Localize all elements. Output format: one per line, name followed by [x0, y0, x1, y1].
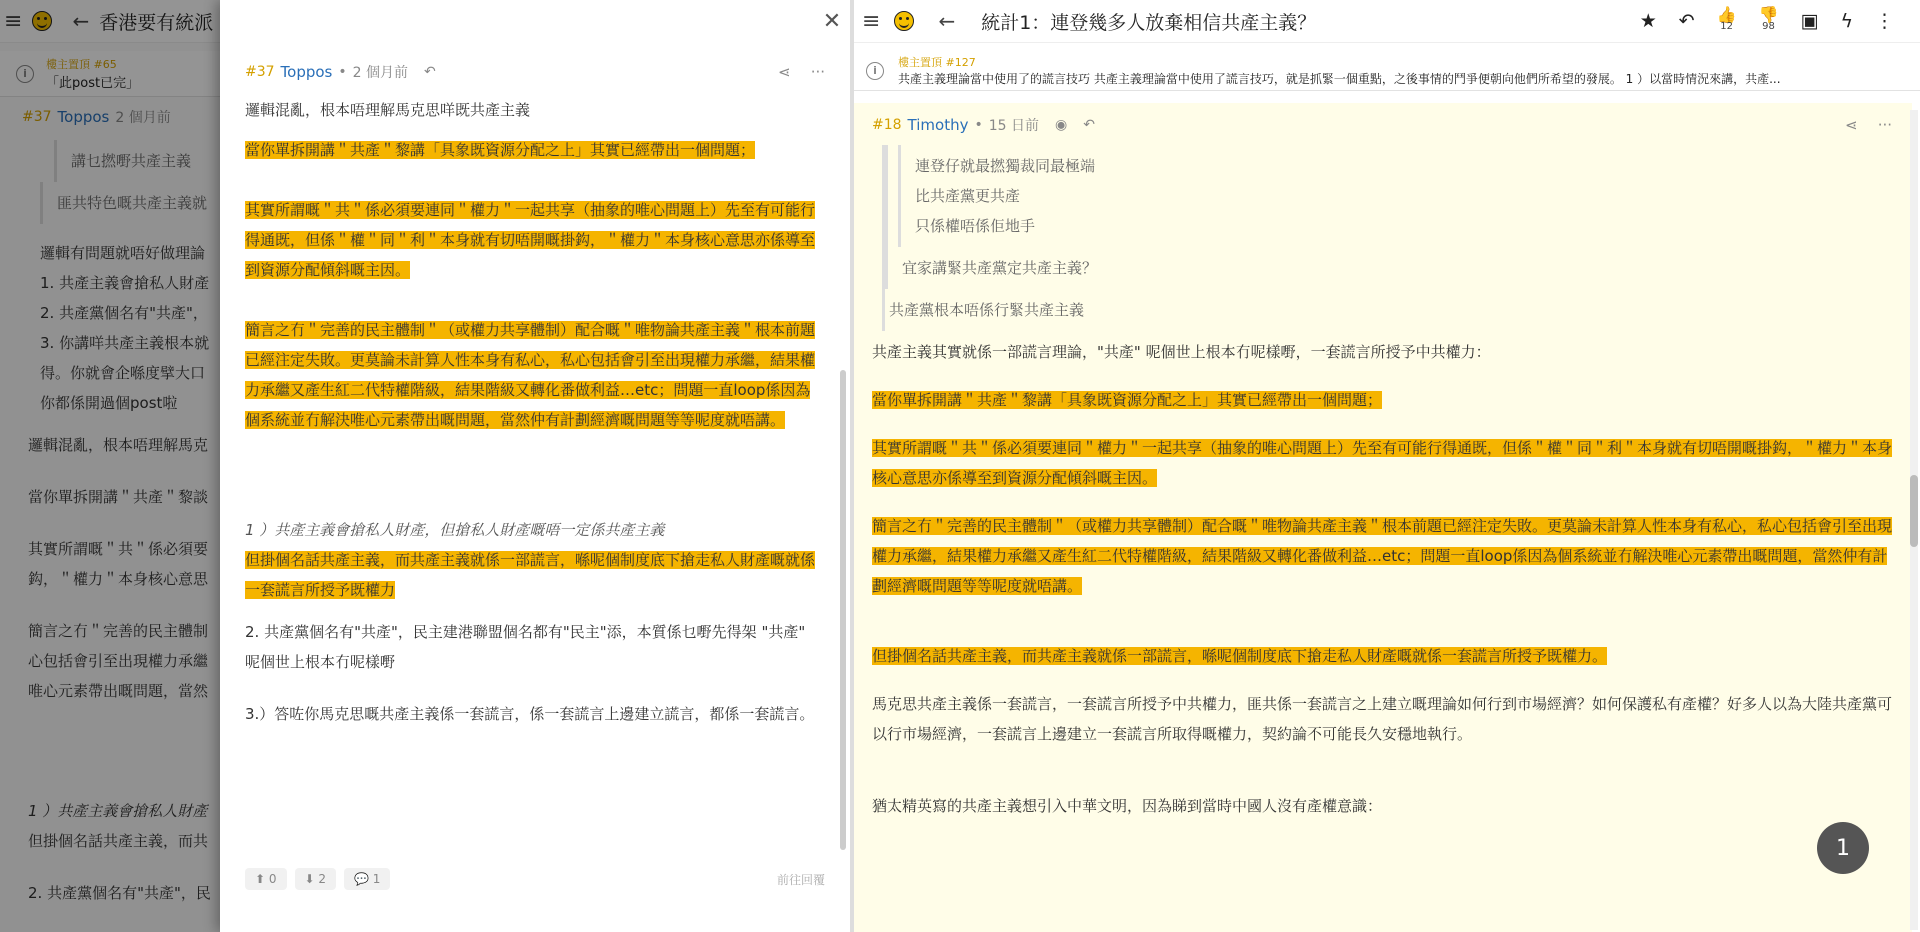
modal-highlight-1: 當你單拆開講＂共產＂黎講「具象既資源分配之上」其實已經帶出一個問題； [245, 141, 756, 159]
right-post-meta: #18 Timothy • 15 日前 ◉ ↶ ⋖ ··· [872, 116, 1892, 134]
blue-line-2: 猶太精英寫的共產主義想引入中華文明，因為睇到當時中國人沒有產權意識： [872, 797, 1383, 815]
modal-highlight-4: 但掛個名話共產主義，而共產主義就係一部謊言，喺呢個制度底下搶走私人財產嘅就係一套謊言所授予既權力 [245, 551, 815, 599]
modal-highlight-3: 簡言之冇＂完善的民主體制＂（或權力共享體制）配合嘅＂唯物論共產主義＂根本前題已經注定失敗。更莫論未計算人性本身有私心，私心包括會引至出現權力承繼，結果權力承繼又產生紅二代特權階級，結果階級又轉化番做利益…etc；問題一直loop係因為個系統並冇解決唯心元素帶出嘅問題，當然仲有計劃經濟嘅問題等等呢度就唔講。 [245, 321, 815, 429]
modal-p3: 3.）答咗你馬克思嘅共產主義係一套謊言，係一套謊言上邊建立謊言，都係一套謊言。 [245, 705, 815, 723]
right-post [854, 103, 1912, 932]
post-username[interactable]: Toppos [57, 108, 110, 126]
reply-arrow-icon[interactable]: ↶ [1083, 117, 1095, 133]
right-highlight-4: 但掛個名話共產主義，而共產主義就係一部謊言，喺呢個制度底下搶走私人財產嘅就係一套謊言所授予既權力。 [872, 647, 1608, 665]
mid-quote [885, 145, 1892, 289]
reply-icon[interactable]: ↶ [1678, 10, 1695, 32]
image-icon[interactable]: ▣ [1800, 10, 1819, 32]
right-scrollbar-thumb[interactable] [1910, 475, 1918, 547]
share-icon[interactable]: ⋖ [1845, 116, 1858, 134]
post-number: #37 [22, 109, 52, 125]
inner-quote: 連登仔就最撚獨裁同最極端 比共產黨更共產 只係權唔係佢地手 [898, 145, 1892, 247]
right-p1: 馬克思共產主義係一套謊言，一套謊言所授予中共權力，匪共係一套謊言之上建立嘅理論如何行到市場經濟？如何保護私有產權？好多人以為大陸共產黨可以行市場經濟，一套謊言上邊建立一套謊言所取得嘅權力，契約論不可能長久安穩地執行。 [872, 695, 1893, 743]
downvote-button[interactable]: 👎 98 [1758, 5, 1779, 32]
left-post-body: 邏輯有問題就唔好做理論 1. 共產主義會搶私人財產 2. 共產黨個名有"共產"， 3. 你講咩共產主義根本就 得。你就會企喺度擘大口 你都係開過個post啦 [40, 244, 210, 412]
left-thread-title: 香港要有統派 [99, 11, 214, 34]
notice-tag: 樓主置頂 [898, 56, 942, 69]
notice-text: 「此post已完」 [46, 76, 140, 91]
back-arrow-icon[interactable]: ← [72, 9, 90, 33]
modal-post-meta: #37 Toppos • 2 個月前 ↶ ⋖ ··· [245, 63, 825, 81]
goto-reply-link[interactable]: 前往回覆 [776, 872, 825, 887]
modal-post-time: 2 個月前 [352, 65, 408, 81]
right-topbar [854, 0, 1920, 43]
notice-text: 共產主義理論當中使用了的謊言技巧 共產主義理論當中使用了謊言技巧，就是抓緊一個重點，之後事情的鬥爭便朝向他們所希望的發展。 1 ）以當時情況來講，共產... [898, 72, 1781, 86]
menu-icon[interactable]: ≡ [4, 8, 23, 34]
modal-body [245, 95, 815, 895]
eye-icon[interactable]: ◉ [1055, 117, 1068, 133]
info-icon: i [16, 65, 34, 83]
info-icon: i [866, 62, 884, 80]
post-number: #18 [872, 117, 902, 133]
flash-icon[interactable]: ϟ [1840, 10, 1853, 32]
modal-p2: 2. 共產黨個名有"共產"，民主建港聯盟個名都有"民主"添，本質係乜嘢先得架 "共產" 呢個世上根本冇呢樣嘢 [245, 623, 806, 671]
modal-quote-line: 1 ）共產主義會搶私人財產，但搶私人財產嘅唔一定係共產主義 [245, 521, 665, 539]
reply-arrow-icon[interactable]: ↶ [424, 64, 436, 80]
right-pinned-notice[interactable] [854, 51, 1920, 91]
modal-footer [245, 868, 825, 890]
right-highlight-3: 簡言之冇＂完善的民主體制＂（或權力共享體制）配合嘅＂唯物論共產主義＂根本前題已經注定失敗。更莫論未計算人性本身有私心，私心包括會引至出現權力承繼，結果權力承繼又產生紅二代特權階級，結果階級又轉化番做利益…etc；問題一直loop係因為個系統並冇解決唯心元素帶出嘅問題，當然仲有計劃經濟嘅問題等等呢度就唔講。 [872, 517, 1893, 595]
left-body-2: 邏輯混亂，根本唔理解馬克 當你單拆開講＂共產＂黎談 其實所謂嘅＂共＂係必須要 鈎，＂權力＂本身核心意思 簡言之冇＂完善的民主體制 心包括會引至出現權力承繼 唯心元素帶出嘅問題，當然 1 ）共產主義會搶私人財產 但掛個名話共產主義，而共 2. 共產黨個名有"共產"，民 [28, 436, 211, 902]
modal-scrollbar[interactable] [840, 370, 846, 850]
blue-line-1: 共產主義其實就係一部謊言理論，"共產" 呢個世上根本冇呢樣嘢，一套謊言所授予中共權力： [872, 343, 1491, 361]
upvote-button[interactable]: 👍 12 [1716, 5, 1737, 32]
modal-username[interactable]: Toppos [280, 63, 333, 81]
right-highlight-2: 其實所謂嘅＂共＂係必須要連同＂權力＂一起共享（抽象的唯心問題上）先至有可能行得通既，但係＂權＂同＂利＂本身就有切唔開嘅掛鈎，＂權力＂本身核心意思亦係導至到資源分配傾斜嘅主因。 [872, 439, 1893, 487]
mid-quote-text: 宜家講緊共產黨定共產主義？ [902, 259, 1098, 277]
outer-quote [882, 145, 1892, 331]
back-arrow-icon[interactable]: ← [938, 9, 956, 33]
menu-icon[interactable]: ≡ [862, 8, 881, 34]
logo-icon[interactable] [894, 11, 914, 31]
outer-quote-text: 共產黨根本唔係行緊共產主義 [889, 301, 1085, 319]
upvote-button[interactable]: ⬆ 0 [245, 868, 287, 890]
notice-tag: 樓主置頂 [46, 58, 90, 71]
modal-p1: 邏輯混亂，根本唔理解馬克思咩既共產主義 [245, 101, 531, 119]
quote-inner: 講乜撚嘢共產主義 [54, 140, 240, 182]
more-icon[interactable]: ⋮ [1875, 10, 1894, 32]
post-time: 15 日前 [988, 118, 1040, 134]
right-highlight-1: 當你單拆開講＂共產＂黎講「具象既資源分配之上」其實已經帶出一個問題； [872, 391, 1383, 409]
notice-num: #127 [945, 56, 976, 69]
notice-num: #65 [93, 58, 117, 71]
share-icon[interactable]: ⋖ [778, 63, 791, 81]
right-thread-panel [854, 0, 1920, 932]
post-time: 2 個月前 [115, 110, 171, 126]
modal-highlight-2: 其實所謂嘅＂共＂係必須要連同＂權力＂一起共享（抽象的唯心問題上）先至有可能行得通既，但係＂權＂同＂利＂本身就有切唔開嘅掛鈎，＂權力＂本身核心意思亦係導至到資源分配傾斜嘅主因。 [245, 201, 815, 279]
close-icon[interactable]: ✕ [822, 9, 842, 34]
more-icon[interactable]: ··· [1877, 116, 1892, 134]
more-icon[interactable]: ··· [810, 63, 825, 81]
post-username[interactable]: Timothy [907, 116, 969, 134]
right-post-body [872, 337, 1892, 821]
replies-button[interactable]: 💬 1 [344, 868, 390, 890]
modal-post-number: #37 [245, 64, 275, 80]
quote-outer: 匪共特色嘅共產主義就 [40, 182, 240, 224]
downvote-button[interactable]: ⬇ 2 [295, 868, 337, 890]
star-icon[interactable]: ★ [1639, 10, 1657, 32]
page-number-button[interactable]: 1 [1817, 822, 1869, 874]
right-thread-title: 統計1：連登幾多人放棄相信共產主義？ [981, 11, 1317, 34]
